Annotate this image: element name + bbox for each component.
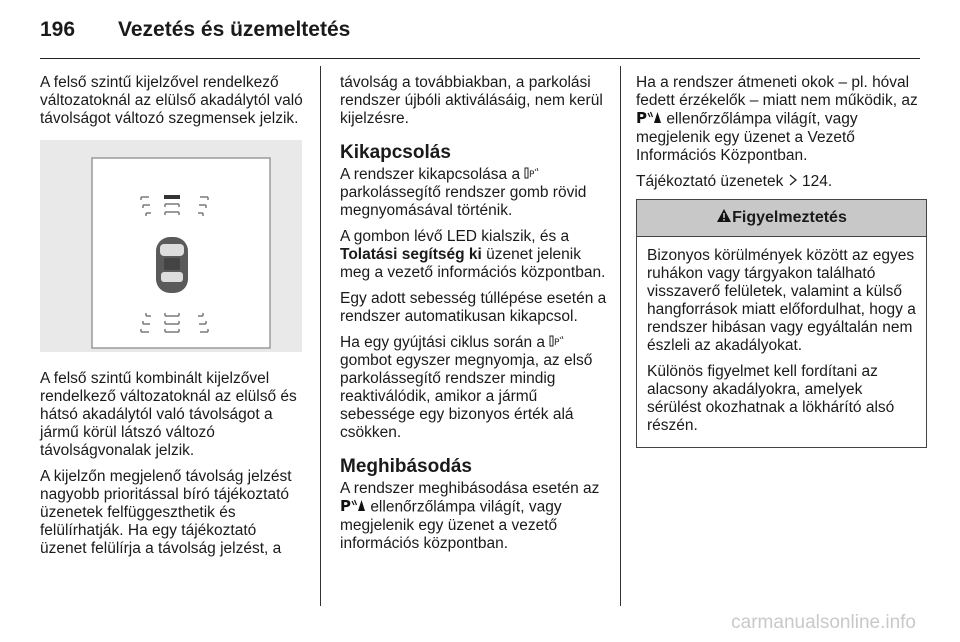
paragraph: Különös figyelmet kell fordítani az alacsony akadályokra, amelyek sérülést okozhatnak a lökhárító alsó részén.: [647, 363, 895, 435]
message-text: Tolatási segítség ki: [340, 246, 482, 264]
column-3: [636, 74, 926, 448]
warning-title: Figyelmeztetés: [732, 209, 847, 227]
paragraph: A gombon lévő LED kialszik, és a Tolatási segítség ki üzenet jelenik meg a vezető információs központban.: [340, 228, 606, 282]
svg-text:P: P: [554, 338, 560, 348]
warning-header: [637, 200, 926, 237]
paragraph: A rendszer meghibásodása esetén az P ellenőrzőlámpa világít, vagy megjelenik egy üzenet a vezető információs központban.: [340, 480, 600, 553]
page-number: 196: [40, 18, 76, 41]
warning-box: [636, 199, 927, 448]
park-assist-warning-lamp-icon: [340, 498, 366, 517]
paragraph: távolság a továbbiakban, a parkolási rendszer újbóli aktiválásáig, nem kerül kijelzésre.: [340, 74, 603, 127]
header-rule: [40, 58, 920, 59]
column-separator-2: [620, 66, 621, 606]
paragraph: Ha egy gyújtási ciklus során a P gombot egyszer megnyomja, az első parkolássegítő rendszer mindig reaktiválódik, amikor a jármű sebessége egy bizonyos érték alá csökken.: [340, 334, 593, 442]
svg-text:P: P: [529, 170, 535, 179]
paragraph: Ha a rendszer átmeneti okok – pl. hóval fedett érzékelők – miatt nem működik, az P ellenőrzőlámpa világít, vagy megjelenik egy üzenet a Vezető Információs Központban.: [636, 74, 918, 164]
park-assist-button-icon: [549, 334, 565, 352]
paragraph: Egy adott sebesség túllépése esetén a rendszer automatikusan kikapcsol.: [340, 290, 607, 326]
page-title: Vezetés és üzemeltetés: [118, 18, 351, 41]
warning-body: [637, 237, 926, 447]
warning-triangle-icon: [716, 208, 732, 228]
park-assist-display-illustration: [40, 140, 302, 352]
column-1: [40, 74, 306, 566]
page-header: [40, 14, 920, 48]
paragraph: A kijelzőn megjelenő távolság jelzést nagyobb prioritással bíró tájékoztató üzenetek felfüggeszthetik és felülírhatják. Ha egy tájékoztató üzenet felülírja a távolság jelzést, a: [40, 468, 292, 557]
paragraph: A felső szintű kombinált kijelzővel rendelkező változatoknál az elülső és hátsó akadálytól való távolságot a jármű körül látszó változó távolságvonalak jelzik.: [40, 370, 297, 459]
section-heading-meghibasodas: Meghibásodás: [340, 456, 472, 478]
column-separator-1: [320, 66, 321, 606]
svg-text:P: P: [636, 110, 647, 124]
park-assist-button-icon: [524, 166, 540, 184]
paragraph: Tájékoztató üzenetek 124.: [636, 173, 833, 191]
paragraph: A felső szintű kijelzővel rendelkező változatoknál az elülső akadálytól való távolságot változó szegmensek jelzik.: [40, 74, 303, 127]
svg-text:P: P: [340, 498, 351, 513]
paragraph: A rendszer kikapcsolása a P parkolássegítő rendszer gomb rövid megnyomásával történik.: [340, 166, 587, 220]
page-reference[interactable]: 124.: [801, 173, 833, 191]
column-2: [340, 74, 608, 561]
page-reference-arrow-icon: [788, 173, 798, 191]
park-assist-warning-lamp-icon: [636, 110, 662, 129]
paragraph: Bizonyos körülmények között az egyes ruhákon vagy tárgyakon található visszaverő felületek, valamint a külső hangforrások miatt előfordulhat, hogy a rendszer hibásan vagy egyáltalán nem észleli az akadályokat.: [647, 247, 916, 355]
section-heading-kikapcsolas: Kikapcsolás: [340, 142, 451, 163]
watermark: carmanualsonline.info: [731, 612, 916, 633]
